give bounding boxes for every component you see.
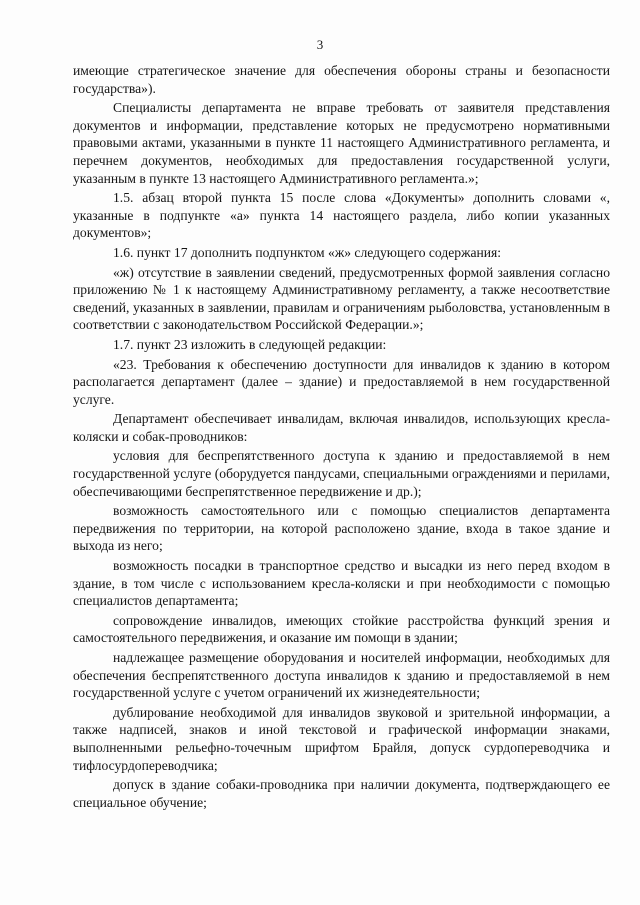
paragraph-5: «ж) отсутствие в заявлении сведений, предусмотренных формой заявления согласно приложению № 1 к настоящему Административному регламенту, а также несоответствие сведений, указанных в заявлении, правилам и ограничениям рыболовства, установленным в соответствии с законодательством Российской Федерации.»; — [73, 264, 610, 333]
page-number: 3 — [316, 37, 324, 52]
paragraph-6: 1.7. пункт 23 изложить в следующей редакции: — [113, 336, 387, 352]
paragraph-14: дублирование необходимой для инвалидов звуковой и зрительной информации, а также надписей, знаков и иной текстовой и графической информации знаками, выполненными рельефно-точечным шрифтом Брайля, допуск сурдопереводчика и тифлосурдопереводчика; — [73, 704, 610, 773]
paragraph-2: Специалисты департамента не вправе требовать от заявителя представления документов и информации, представление которых не предусмотрено нормативными правовыми актами, указанными в пункте 11 настоящего Административного регламента, и перечнем документов, необходимых для предоставления государственной услуги, указанным в пункте 13 настоящего Административного регламента.»; — [73, 100, 610, 186]
paragraph-15: допуск в здание собаки-проводника при наличии документа, подтверждающего ее специальное обучение; — [73, 777, 610, 810]
paragraph-10: возможность самостоятельного или с помощью специалистов департамента передвижения по территории, на которой расположено здание, входа в такое здание и выхода из него; — [73, 503, 610, 554]
paragraph-7: «23. Требования к обеспечению доступности для инвалидов к зданию в котором располагается департамент (далее – здание) и предоставляемой в нем государственной услуге. — [73, 356, 610, 407]
paragraph-11: возможность посадки в транспортное средство и высадки из него перед входом в здание, в том числе с использованием кресла-коляски и при необходимости с помощью специалистов департамента; — [73, 558, 610, 609]
paragraph-9: условия для беспрепятственного доступа к зданию и предоставляемой в нем государственной услуге (оборудуется пандусами, специальными ограждениями и перилами, обеспечивающими беспрепятственное передвижение и др.); — [73, 448, 610, 499]
paragraph-13: надлежащее размещение оборудования и носителей информации, необходимых для обеспечения беспрепятственного доступа инвалидов к зданию и предоставляемой в нем государственной услуге с учетом ограничений их жизнедеятельности; — [73, 650, 610, 701]
paragraph-8: Департамент обеспечивает инвалидам, включая инвалидов, использующих кресла-коляски и собак-проводников: — [73, 411, 610, 444]
paragraph-3: 1.5. абзац второй пункта 15 после слова «Документы» дополнить словами «, указанные в подпункте «а» пункта 14 настоящего раздела, либо копии указанных документов»; — [73, 190, 610, 241]
paragraph-1: имеющие стратегическое значение для обеспечения обороны страны и безопасности государства»). — [73, 63, 610, 96]
paragraph-4: 1.6. пункт 17 дополнить подпунктом «ж» следующего содержания: — [113, 244, 502, 260]
paragraph-12: сопровождение инвалидов, имеющих стойкие расстройства функций зрения и самостоятельного передвижения, и оказание им помощи в здании; — [73, 612, 610, 646]
document-body — [73, 62, 610, 813]
